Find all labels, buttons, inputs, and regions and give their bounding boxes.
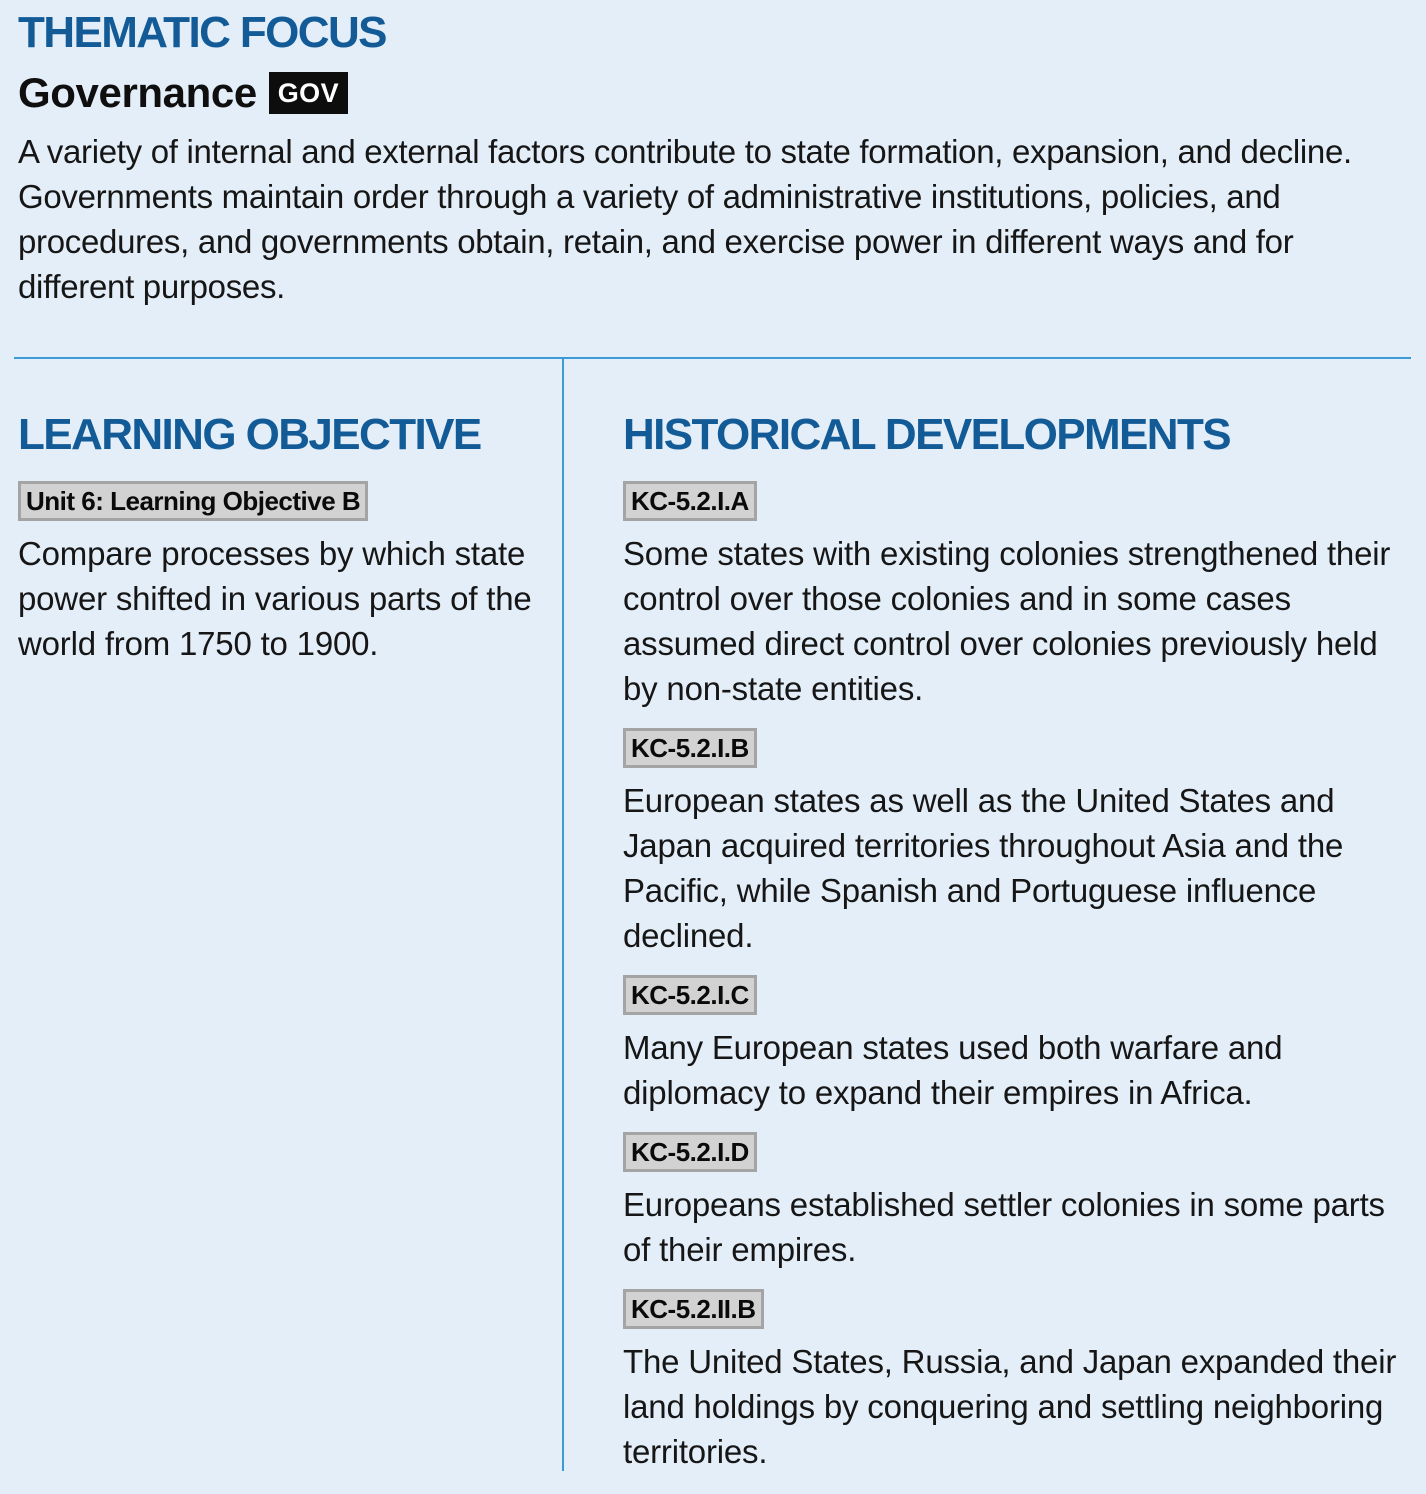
development-item — [623, 1289, 1413, 1474]
theme-title-row — [18, 68, 1413, 118]
thematic-focus-heading: THEMATIC FOCUS — [18, 8, 386, 57]
theme-description: A variety of internal and external factors contribute to state formation, expansion, and decline. Governments maintain order through a variety of administrative institutions, policies, and procedures, and governments obtain, retain, and exercise power in different ways and for different purposes. — [18, 133, 1352, 305]
theme-code-badge: GOV — [269, 72, 348, 114]
theme-name: Governance — [18, 69, 257, 116]
learning-objective-column — [18, 410, 538, 666]
development-item — [623, 975, 1413, 1115]
learning-objective-text: Compare processes by which state power shifted in various parts of the world from 1750 to 1900. — [18, 535, 532, 662]
development-text: The United States, Russia, and Japan expanded their land holdings by conquering and settling neighboring territories. — [623, 1343, 1397, 1470]
development-code-tag: KC-5.2.I.C — [623, 975, 757, 1015]
learning-objective-tag: Unit 6: Learning Objective B — [18, 481, 368, 521]
development-code-tag: KC-5.2.I.A — [623, 481, 757, 521]
learning-objective-heading: LEARNING OBJECTIVE — [18, 410, 481, 459]
horizontal-divider — [14, 357, 1411, 359]
historical-developments-column — [623, 410, 1413, 1474]
development-text: Many European states used both warfare and diplomacy to expand their empires in Africa. — [623, 1029, 1283, 1111]
historical-developments-heading: HISTORICAL DEVELOPMENTS — [623, 410, 1230, 459]
development-code-tag: KC-5.2.I.B — [623, 728, 757, 768]
development-item — [623, 728, 1413, 958]
development-text: European states as well as the United States and Japan acquired territories throughout Asia and the Pacific, while Spanish and Portuguese influence declined. — [623, 782, 1344, 954]
development-text: Some states with existing colonies strengthened their control over those colonies and in some cases assumed direct control over colonies previously held by non-state entities. — [623, 535, 1391, 707]
thematic-focus-section — [18, 8, 1413, 309]
development-code-tag: KC-5.2.II.B — [623, 1289, 764, 1329]
development-item — [623, 1132, 1413, 1272]
column-divider — [562, 359, 564, 1471]
development-text: Europeans established settler colonies in some parts of their empires. — [623, 1186, 1385, 1268]
development-code-tag: KC-5.2.I.D — [623, 1132, 757, 1172]
development-item — [623, 481, 1413, 711]
